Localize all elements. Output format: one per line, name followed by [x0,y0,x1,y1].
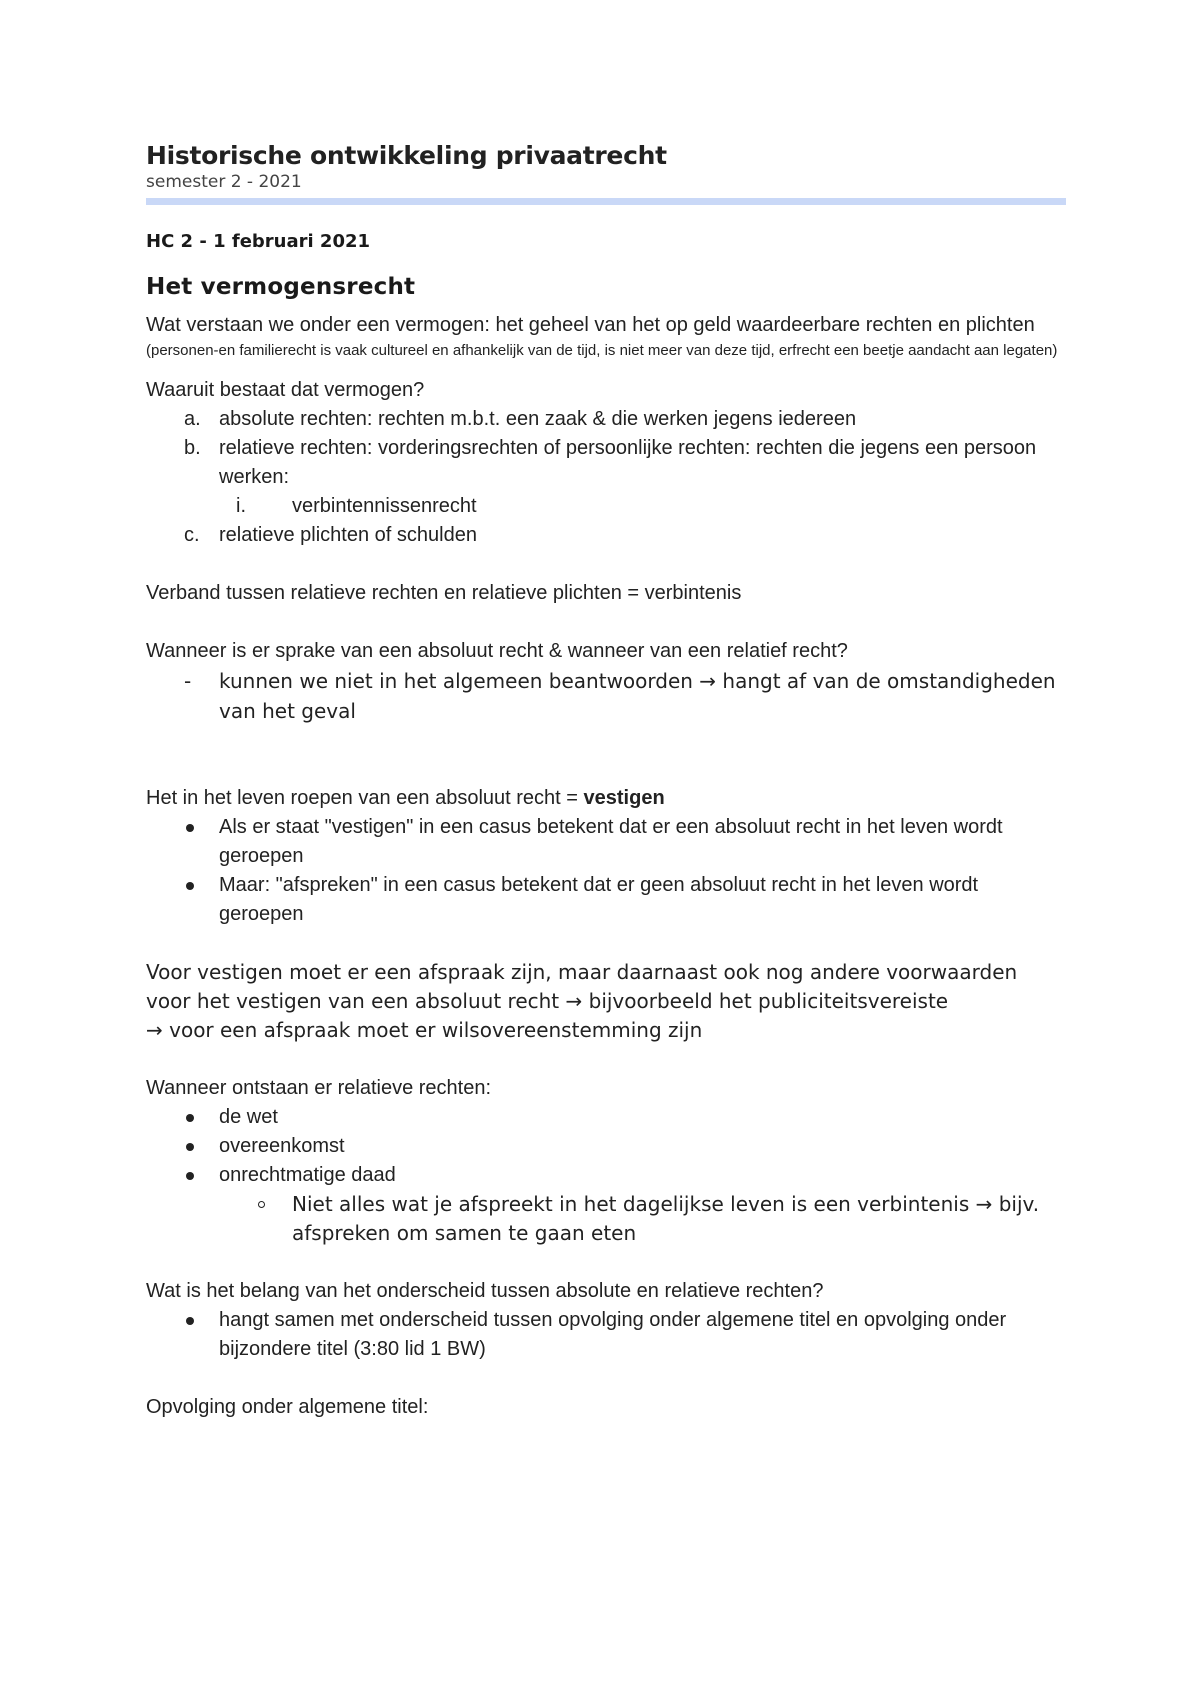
list-item [146,813,1066,871]
list-item [146,871,1066,929]
list-item-text: relatieve rechten: vorderingsrechten of persoonlijke rechten: rechten die jegens een persoon werken: [219,437,1037,488]
voorwaarden-paragraph: Voor vestigen moet er een afspraak zijn, maar daarnaast ook nog andere voorwaarden voor het vestigen van een absoluut recht → bijvoorbeeld het publiciteitsvereiste [146,960,1018,1013]
bestaat-list-cont [146,521,1066,550]
list-item-text: absolute rechten: rechten m.b.t. een zaak & die werken jegens iedereen [219,408,857,430]
list-item [146,1161,1066,1190]
section-heading: Het vermogensrecht [146,274,416,300]
list-item-text: overeenkomst [219,1135,345,1157]
document-subtitle: semester 2 - 2021 [146,172,302,192]
absoluut-list [146,666,1066,726]
hollow-bullet-icon [258,1201,265,1208]
list-item-text: Niet alles wat je afspreekt in het dagelijkse leven is een verbintenis → bijv. afspreken om samen te gaan eten [292,1192,1040,1245]
list-item [146,405,1066,434]
list-item [146,1132,1066,1161]
list-item-text: verbintennissenrecht [292,495,477,517]
list-item [146,492,1066,521]
lecture-heading: HC 2 - 1 februari 2021 [146,231,371,252]
list-item [146,1103,1066,1132]
verband-line: Verband tussen relatieve rechten en relatieve plichten = verbintenis [146,582,742,604]
document-page [146,140,1066,1422]
bullet-icon [186,882,194,890]
bullet-icon [186,1143,194,1151]
belang-list [146,1306,1066,1364]
title-divider [146,198,1066,205]
absoluut-question: Wanneer is er sprake van een absoluut recht & wanneer van een relatief recht? [146,640,848,662]
list-item-text: Als er staat "vestigen" in een casus betekent dat er een absoluut recht in het leven wordt geroepen [219,816,1003,867]
list-item-text: de wet [219,1106,278,1128]
bestaat-list [146,405,1066,492]
ontstaan-sublist [146,1190,1066,1248]
vestigen-prefix: Het in het leven roepen van een absoluut recht = [146,787,584,809]
vestigen-line [146,784,1066,813]
vestigen-term: vestigen [583,787,665,809]
bullet-icon [186,824,194,832]
list-item-text: kunnen we niet in het algemeen beantwoorden → hangt af van de omstandigheden van het geval [219,669,1056,723]
document-title: Historische ontwikkeling privaatrecht [146,141,667,170]
list-item [146,1190,1066,1248]
intro-definition: Wat verstaan we onder een vermogen: het geheel van het op geld waardeerbare rechten en plichten [146,314,1035,336]
belang-question: Wat is het belang van het onderscheid tussen absolute en relatieve rechten? [146,1280,824,1302]
list-marker: a. [184,408,201,430]
list-item-text: relatieve plichten of schulden [219,524,477,546]
list-item [146,1306,1066,1364]
bestaat-question: Waaruit bestaat dat vermogen? [146,379,425,401]
voorwaarden-arrow-line: → voor een afspraak moet er wilsovereenstemming zijn [146,1018,703,1042]
bullet-icon [186,1114,194,1122]
list-item-text: hangt samen met onderscheid tussen opvolging onder algemene titel en opvolging onder bijzondere titel (3:80 lid 1 BW) [219,1309,1007,1360]
list-marker: b. [184,437,201,459]
vestigen-list [146,813,1066,929]
dash-marker: - [184,669,192,693]
list-item [146,666,1066,726]
opvolging-heading: Opvolging onder algemene titel: [146,1396,429,1418]
list-item [146,521,1066,550]
list-item-text: Maar: "afspreken" in een casus betekent dat er geen absoluut recht in het leven wordt geroepen [219,874,979,925]
ontstaan-list [146,1103,1066,1190]
list-marker: c. [184,524,200,546]
bullet-icon [186,1172,194,1180]
list-item-text: onrechtmatige daad [219,1164,396,1186]
list-item [146,434,1066,492]
bestaat-sublist [146,492,1066,521]
bullet-icon [186,1317,194,1325]
ontstaan-question: Wanneer ontstaan er relatieve rechten: [146,1077,492,1099]
intro-note: (personen-en familierecht is vaak cultureel en afhankelijk van de tijd, is niet meer van deze tijd, erfrecht een beetje aandacht aan legaten) [146,342,1058,359]
list-marker: i. [236,495,246,517]
